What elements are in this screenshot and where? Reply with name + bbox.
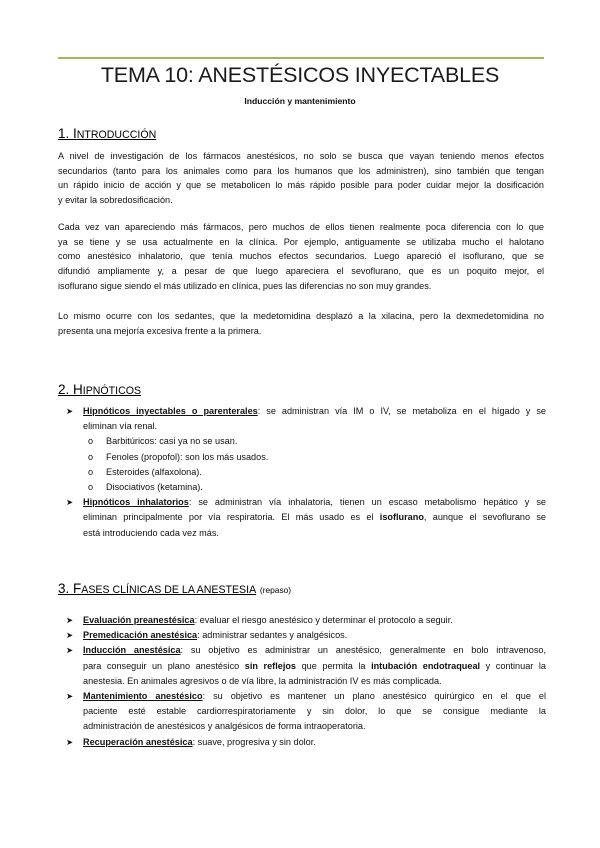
list-item <box>66 643 546 689</box>
item-label: Premedicación anestésica <box>83 630 198 641</box>
text-line: secundarios (tanto para los animales como para los humanos que los administren), sino también que tengan <box>58 165 544 176</box>
item-label: Mantenimiento anestésico <box>83 690 203 701</box>
item-text: : se administran vía inhalatoria, tienen un escaso metabolismo hepático y se <box>188 497 546 508</box>
list-item <box>66 628 546 643</box>
circle-bullet-icon: o <box>88 466 94 477</box>
text-line: eliminan vía renal. <box>83 421 158 432</box>
item-text: eliminan principalmente por vía respiratoria. El más usado es el <box>83 512 380 523</box>
item-bold: isoflurano <box>379 512 424 523</box>
item-label: Recuperación anestésica <box>83 736 193 747</box>
text-line <box>83 404 546 419</box>
text-line <box>83 735 546 750</box>
text-line: isoflurano sigue siendo el más utilizado en clínica, pues las diferencias no son muy grandes. <box>58 280 432 291</box>
page-title: TEMA 10: ANESTÉSICOS INYECTABLES <box>100 63 500 87</box>
text-line: está introduciendo cada vez más. <box>83 527 219 538</box>
sub-list-item <box>66 434 546 449</box>
item-text: para conseguir un plano anestésico <box>83 660 245 671</box>
section-heading-introduccion <box>58 126 156 141</box>
item-text: : suave, progresiva y sin dolor. <box>192 736 316 747</box>
header-rule <box>58 57 544 59</box>
item-text: : su objetivo es administrar un anestésico, generalmente en bolo intravenoso, <box>180 645 546 656</box>
text-line: y evitar la sobredosificación. <box>58 195 173 206</box>
item-text: , aunque el sevoflurano se <box>423 512 546 523</box>
item-label: Inducción anestésica <box>83 645 181 656</box>
sub-item-text: Fenoles (propofol): son los más usados. <box>106 451 269 462</box>
text-line: anestesia. En animales agresivos o de vía libre, la administración IV es más complicada. <box>83 675 442 686</box>
circle-bullet-icon: o <box>88 451 94 462</box>
paragraph-intro-3 <box>58 309 544 338</box>
sub-list-item <box>66 450 546 465</box>
text-line: A nivel de investigación de los fármacos anestésicos, no solo se busca que vayan teniendo menos efectos <box>58 151 544 161</box>
sub-item-text: Disociativos (ketamina). <box>106 481 203 492</box>
item-text: : su objetivo es mantener un plano anestésico quirúrgico en el que el <box>202 690 546 701</box>
arrow-bullet-icon: ➤ <box>66 497 74 508</box>
heading-number: 3. F <box>58 581 82 596</box>
item-text: : se administran vía IM o IV, se metaboliza en el hígado y se <box>257 406 546 416</box>
text-line: paciente esté estable cardiorrespiratoriamente y sin dolor, lo que se consigue mediante la <box>83 706 546 717</box>
item-label: Hipnóticos inhalatorios <box>83 497 189 508</box>
arrow-bullet-icon: ➤ <box>66 690 74 701</box>
text-line <box>83 510 546 525</box>
sub-list-item <box>66 465 546 480</box>
text-line <box>83 643 546 658</box>
text-line: administración de anestésicos y analgésicos de forma intraoperatoria. <box>83 721 366 732</box>
heading-number: 2. H <box>58 382 83 397</box>
text-line: un rápido inicio de acción y que se metabolicen lo más rápido posible para poder cuidar mejor la dosificación <box>58 180 544 191</box>
heading-rest: IPNÓTICOS <box>82 385 142 397</box>
section-heading-hipnoticos <box>58 382 141 397</box>
item-text: : evaluar el riesgo anestésico y determinar el protocolo a seguir. <box>194 615 453 625</box>
list-item <box>66 495 546 541</box>
text-line: como anestésico inhalatorio, que tenía muchos efectos secundarios. Luego apareció el isoflurano, que se <box>58 251 544 262</box>
arrow-bullet-icon: ➤ <box>66 736 74 747</box>
page-subtitle: Inducción y mantenimiento <box>244 96 356 106</box>
text-line: difundió ampliamente y, a pesar de que luego apareciera el sevoflurano, que es un poquito mejor, el <box>58 266 544 277</box>
sub-item-text: Esteroides (alfaxolona). <box>106 466 202 477</box>
text-line: presenta una mejoría excesiva frente a la primera. <box>58 325 262 336</box>
text-line <box>83 613 546 628</box>
arrow-bullet-icon: ➤ <box>66 645 74 656</box>
heading-note: (repaso) <box>259 585 292 595</box>
text-line <box>83 659 546 674</box>
text-line <box>83 495 546 510</box>
text-line <box>83 689 546 704</box>
heading-rest: NTRODUCCIÓN <box>76 129 157 141</box>
arrow-bullet-icon: ➤ <box>66 406 74 416</box>
heading-number: 1. I <box>58 126 77 141</box>
text-line: Lo mismo ocurre con los sedantes, que la medetomidina desplazó a la xilacina, pero la dexmedetomidina no <box>58 311 544 321</box>
section-heading-fases <box>58 581 291 596</box>
sub-list-item <box>66 480 546 495</box>
list-item <box>66 404 546 434</box>
item-text: y continuar la <box>480 660 546 671</box>
item-text: que permita la <box>296 660 372 671</box>
list-item <box>66 735 546 750</box>
arrow-bullet-icon: ➤ <box>66 615 74 625</box>
text-line: Cada vez van apareciendo más fármacos, pero muchos de ellos tienen realmente poca diferencia con lo que <box>58 222 544 232</box>
heading-rest: ASES CLÍNICAS DE LA ANESTESIA <box>81 584 257 596</box>
list-item <box>66 689 546 735</box>
list-fases <box>66 613 546 750</box>
paragraph-intro-1 <box>58 149 544 208</box>
text-line: ya se tiene y se usa actualmente en la clínica. Por ejemplo, antiguamente se utilizaba mucho el halotano <box>58 236 544 247</box>
circle-bullet-icon: o <box>88 481 94 492</box>
sub-item-text: Barbitúricos: casi ya no se usan. <box>106 436 238 447</box>
list-hipnoticos <box>66 404 546 541</box>
item-bold: sin reflejos <box>244 660 297 671</box>
item-text: : administrar sedantes y analgésicos. <box>197 630 348 641</box>
paragraph-intro-2 <box>58 220 544 293</box>
text-line <box>83 628 546 643</box>
arrow-bullet-icon: ➤ <box>66 630 74 641</box>
item-label: Hipnóticos inyectables o parenterales <box>83 406 258 416</box>
circle-bullet-icon: o <box>88 436 94 447</box>
item-bold: intubación endotraqueal <box>371 660 481 671</box>
list-item <box>66 613 546 628</box>
item-label: Evaluación preanestésica <box>83 615 195 625</box>
